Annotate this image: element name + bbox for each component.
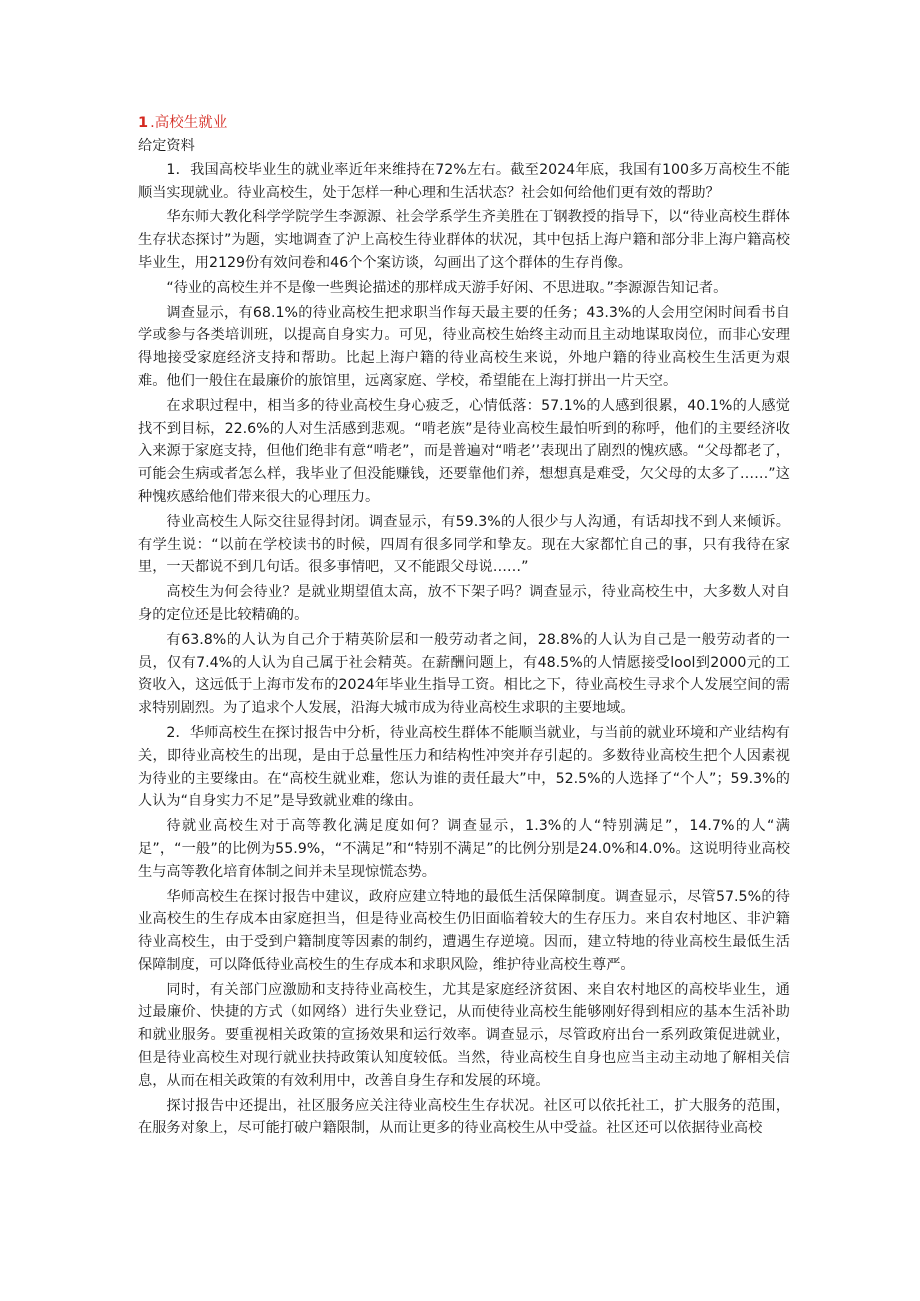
paragraph: 待就业高校生对于高等教化满足度如何？调查显示，1.3%的人“特别满足”，14.7%的人“满足”，“一般”的比例为55.9%，“不满足”和“特别不满足”的比例分别是24.0%和4.0%。这说明待业高校生与高等教化培育体制之间并未呈现惊慌态势。	[138, 818, 790, 880]
section-number: 1	[138, 115, 149, 131]
paragraph: 2．华师高校生在探讨报告中分析，待业高校生群体不能顺当就业，与当前的就业环境和产业结构有关，即待业高校生的出现，是由于总量性压力和结构性冲突并存引起的。多数待业高校生把个人因素视为待业的主要缘由。在“高校生就业难，您认为谁的责任最大”中，52.5%的人选择了“个人”；59.3%的人认为“自身实力不足”是导致就业难的缘由。	[138, 724, 790, 810]
paragraph: 在求职过程中，相当多的待业高校生身心疲乏，心情低落：57.1%的人感到很累，40.1%的人感觉找不到目标，22.6%的人对生活感到悲观。“啃老族”是待业高校生最怕听到的称呼，他们的主要经济收入来源于家庭支持，但他们绝非有意“啃老”，而是普遍对“啃老’’表现出了剧烈的愧疚感。“父母都老了，可能会生病或者怎么样，我毕业了但没能赚钱，还要靠他们养，想想真是难受，欠父母的太多了……”这种愧疚感给他们带来很大的心理压力。	[138, 397, 790, 505]
paragraph: “待业的高校生并不是像一些舆论描述的那样成天游手好闲、不思进取。”李源源告知记者。	[166, 279, 728, 296]
paragraph: 华师高校生在探讨报告中建议，政府应建立特地的最低生活保障制度。调查显示，尽管57.5%的待业高校生的生存成本由家庭担当，但是待业高校生仍旧面临着较大的生存压力。来自农村地区、非沪籍待业高校生，由于受到户籍制度等因素的制约，遭遇生存逆境。因而，建立特地的待业高校生最低生活保障制度，可以降低待业高校生的生存成本和求职风险，维护待业高校生尊严。	[138, 888, 790, 973]
paragraph: 调查显示，有68.1%的待业高校生把求职当作每天最主要的任务；43.3%的人会用空闲时间看书自学或参与各类培训班，以提高自身实力。可见，待业高校生始终主动而且主动地谋取岗位，而非心安理得地接受家庭经济支持和帮助。比起上海户籍的待业高校生来说，外地户籍的待业高校生生活更为艰难。他们一般住在最廉价的旅馆里，远离家庭、学校，希望能在上海打拼出一片天空。	[138, 304, 790, 389]
paragraph: 华东师大教化科学学院学生李源源、社会学系学生齐美胜在丁钢教授的指导下，以“待业高校生群体生存状态探讨”为题，实地调查了沪上高校生待业群体的状况，其中包括上海户籍和部分非上海户籍高校毕业生，用2129份有效问卷和46个个案访谈，勾画出了这个群体的生存肖像。	[138, 209, 790, 271]
paragraph: 高校生为何会待业？是就业期望值太高，放不下架子吗？调查显示，待业高校生中，大多数人对自身的定位还是比较精确的。	[138, 584, 790, 623]
paragraph: 探讨报告中还提出，社区服务应关注待业高校生生存状况。社区可以依托社工，扩大服务的范围，在服务对象上，尽可能打破户籍限制，从而让更多的待业高校生从中受益。社区还可以依据待业高校	[138, 1097, 790, 1137]
paragraph: 1．我国高校毕业生的就业率近年来维持在72%左右。截至2024年底，我国有100多万高校生不能顺当实现就业。待业高校生，处于怎样一种心理和生活状态？社会如何给他们更有效的帮助？	[138, 161, 790, 201]
section-title: .高校生就业	[150, 115, 228, 131]
section-heading	[138, 112, 790, 134]
paragraph: 同时，有关部门应激励和支持待业高校生，尤其是家庭经济贫困、来自农村地区的高校毕业生，通过最廉价、快捷的方式（如网络）进行失业登记，从而使待业高校生能够刚好得到相应的基本生活补助和就业服务。要重视相关政策的宣扬效果和运行效率。调查显示，尽管政府出台一系列政策促进就业，但是待业高校生对现行就业扶持政策认知度较低。当然，待业高校生自身也应当主动主动地了解相关信息，从而在相关政策的有效利用中，改善自身生存和发展的环境。	[138, 981, 790, 1089]
given-material-label: 给定资料	[138, 138, 195, 154]
paragraph: 待业高校生人际交往显得封闭。调查显示，有59.3%的人很少与人沟通，有话却找不到人来倾诉。有学生说：“以前在学校读书的时候，四周有很多同学和挚友。现在大家都忙自己的事，只有我待在家里，一天都说不到几句话。很多事情吧，又不能跟父母说……”	[138, 513, 790, 576]
paragraph: 有63.8%的人认为自己介于精英阶层和一般劳动者之间，28.8%的人认为自己是一般劳动者的一员，仅有7.4%的人认为自己属于社会精英。在薪酬问题上，有48.5%的人情愿接受lool到2000元的工资收入，这远低于上海市发布的2024年毕业生指导工资。相比之下，待业高校生寻求个人发展空间的需求特别剧烈。为了追求个人发展，沿海大城市成为待业高校生求职的主要地域。	[138, 631, 790, 717]
document-page	[138, 112, 790, 1142]
